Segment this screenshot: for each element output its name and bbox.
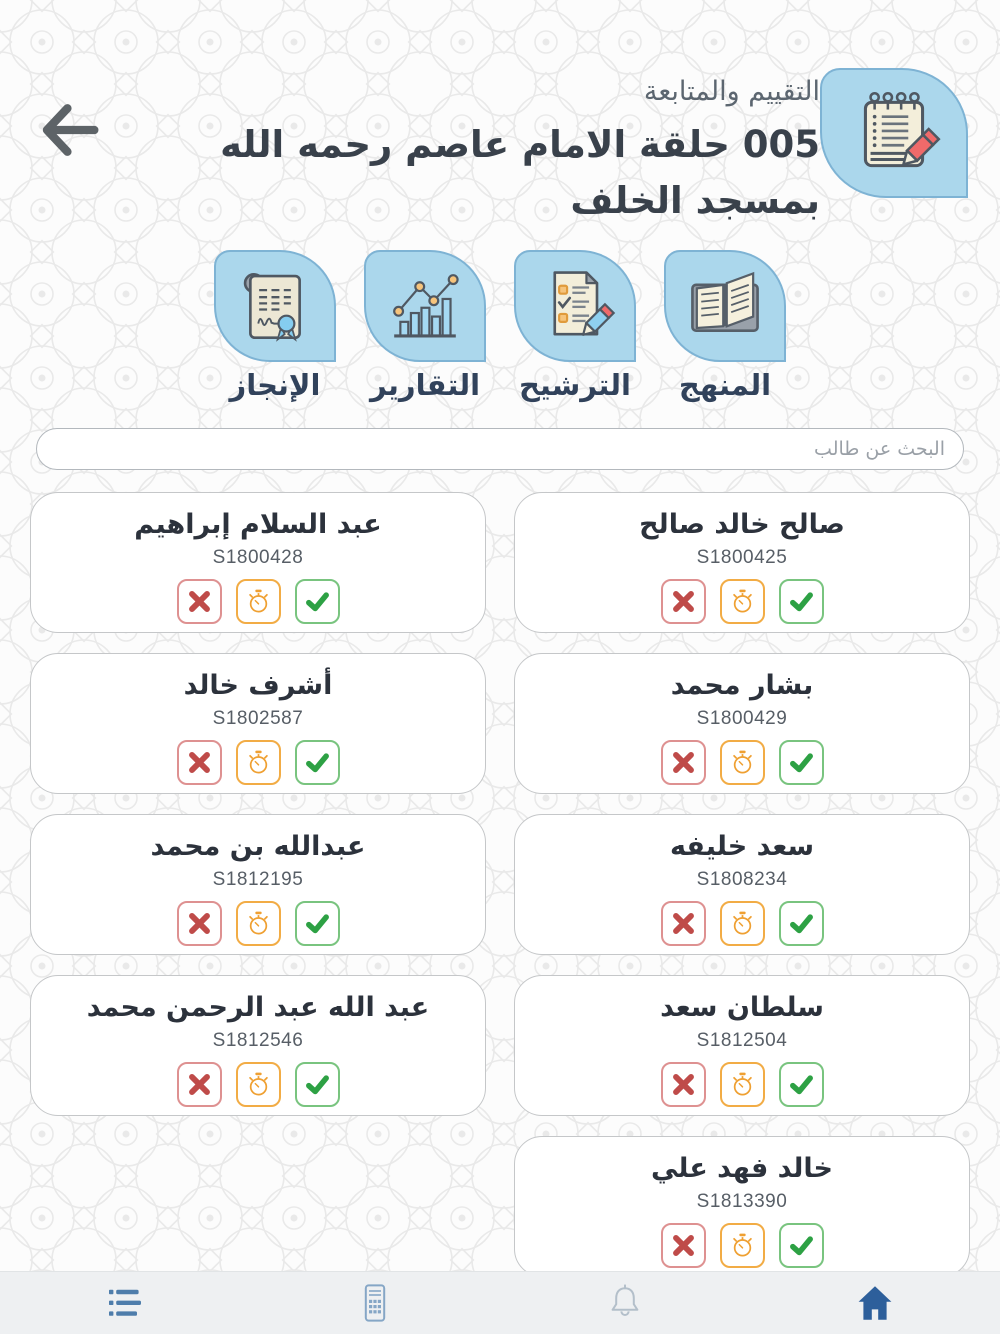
stopwatch-icon (244, 587, 273, 616)
mark-present-button[interactable] (779, 740, 824, 785)
nav-notifications-button[interactable] (500, 1272, 750, 1334)
attendance-actions (515, 1062, 969, 1107)
check-icon (787, 1070, 816, 1099)
attendance-actions (515, 579, 969, 624)
mark-present-button[interactable] (295, 740, 340, 785)
screen-label: التقييم والمتابعة (643, 76, 820, 107)
mark-late-button[interactable] (236, 901, 281, 946)
student-name: صالح خالد صالح (639, 509, 845, 540)
student-card-grid (30, 492, 970, 1277)
mark-absent-button[interactable] (661, 740, 706, 785)
student-card (514, 1136, 970, 1277)
circle-title-line2: بمسجد الخلف (570, 178, 820, 222)
category-nomination[interactable] (511, 250, 639, 402)
back-arrow-icon (30, 98, 110, 162)
attendance-actions (31, 901, 485, 946)
category-label: التقارير (369, 368, 481, 402)
student-name: بشار محمد (670, 670, 814, 701)
attendance-actions (31, 579, 485, 624)
category-label: المنهج (678, 368, 772, 402)
attendance-actions (31, 1062, 485, 1107)
mark-late-button[interactable] (720, 579, 765, 624)
certificate-icon (214, 250, 336, 362)
x-cross-icon (669, 587, 698, 616)
category-label: الإنجاز (229, 368, 321, 402)
student-name: سلطان سعد (660, 992, 824, 1023)
mark-absent-button[interactable] (661, 1062, 706, 1107)
mark-late-button[interactable] (236, 740, 281, 785)
student-name: عبد السلام إبراهيم (134, 509, 382, 540)
x-cross-icon (185, 909, 214, 938)
x-cross-icon (185, 748, 214, 777)
category-reports[interactable] (361, 250, 489, 402)
mark-absent-button[interactable] (177, 740, 222, 785)
x-cross-icon (185, 587, 214, 616)
mark-late-button[interactable] (236, 1062, 281, 1107)
student-id: S1800429 (696, 708, 788, 729)
bottom-navigation (0, 1271, 1000, 1334)
open-book-icon (664, 250, 786, 362)
student-card (30, 492, 486, 633)
check-icon (787, 1231, 816, 1260)
student-id: S1808234 (696, 869, 788, 890)
student-id: S1813390 (696, 1191, 788, 1212)
stopwatch-icon (728, 1231, 757, 1260)
check-icon (303, 909, 332, 938)
home-icon (854, 1283, 896, 1323)
nav-reports-button[interactable] (250, 1272, 500, 1334)
attendance-actions (31, 740, 485, 785)
student-id: S1802587 (212, 708, 304, 729)
mark-absent-button[interactable] (661, 901, 706, 946)
student-id: S1812504 (696, 1030, 788, 1051)
stopwatch-icon (728, 748, 757, 777)
list-icon (104, 1283, 146, 1323)
mark-absent-button[interactable] (177, 1062, 222, 1107)
notepad-pencil-icon (820, 68, 968, 198)
search-input[interactable] (36, 428, 964, 470)
nav-home-button[interactable] (750, 1272, 1000, 1334)
check-icon (787, 587, 816, 616)
mark-late-button[interactable] (720, 1062, 765, 1107)
mark-present-button[interactable] (295, 901, 340, 946)
check-icon (787, 748, 816, 777)
student-name: خالد فهد علي (650, 1153, 833, 1184)
student-card (30, 653, 486, 794)
mark-absent-button[interactable] (177, 579, 222, 624)
student-id: S1800425 (696, 547, 788, 568)
x-cross-icon (669, 1070, 698, 1099)
student-card (30, 975, 486, 1116)
nav-list-button[interactable] (0, 1272, 250, 1334)
mark-late-button[interactable] (720, 1223, 765, 1268)
search-bar (36, 428, 964, 470)
student-id: S1812546 (212, 1030, 304, 1051)
check-icon (303, 1070, 332, 1099)
back-button[interactable] (30, 98, 110, 162)
x-cross-icon (669, 748, 698, 777)
x-cross-icon (669, 1231, 698, 1260)
mark-absent-button[interactable] (177, 901, 222, 946)
mark-absent-button[interactable] (661, 1223, 706, 1268)
student-name: عبد الله عبد الرحمن محمد (86, 992, 430, 1023)
x-cross-icon (669, 909, 698, 938)
mark-present-button[interactable] (295, 1062, 340, 1107)
stopwatch-icon (728, 1070, 757, 1099)
stopwatch-icon (728, 587, 757, 616)
bell-icon (604, 1283, 646, 1323)
x-cross-icon (185, 1070, 214, 1099)
report-document-icon (354, 1283, 396, 1323)
category-label: الترشيح (519, 368, 631, 402)
student-card (30, 814, 486, 955)
mark-present-button[interactable] (779, 1223, 824, 1268)
mark-present-button[interactable] (779, 1062, 824, 1107)
mark-late-button[interactable] (720, 901, 765, 946)
student-card (514, 653, 970, 794)
student-name: سعد خليفه (669, 831, 815, 862)
student-id: S1812195 (212, 869, 304, 890)
header-text (32, 68, 820, 228)
check-icon (303, 587, 332, 616)
mark-present-button[interactable] (779, 579, 824, 624)
mark-present-button[interactable] (295, 579, 340, 624)
mark-late-button[interactable] (720, 740, 765, 785)
student-card (514, 492, 970, 633)
student-id: S1800428 (212, 547, 304, 568)
check-icon (787, 909, 816, 938)
stopwatch-icon (244, 909, 273, 938)
student-name: عبدالله بن محمد (150, 831, 366, 862)
circle-title-line1: 005 حلقة الامام عاصم رحمه الله (220, 123, 820, 166)
mark-present-button[interactable] (779, 901, 824, 946)
bar-line-chart-icon (364, 250, 486, 362)
header (0, 0, 1000, 228)
mark-absent-button[interactable] (661, 579, 706, 624)
category-achievement[interactable] (211, 250, 339, 402)
attendance-actions (515, 901, 969, 946)
check-icon (303, 748, 332, 777)
stopwatch-icon (728, 909, 757, 938)
attendance-actions (515, 1223, 969, 1268)
stopwatch-icon (244, 748, 273, 777)
category-curriculum[interactable] (661, 250, 789, 402)
category-menu (0, 250, 1000, 402)
checklist-pencil-icon (514, 250, 636, 362)
student-card (514, 975, 970, 1116)
stopwatch-icon (244, 1070, 273, 1099)
student-card (514, 814, 970, 955)
student-name: أشرف خالد (183, 670, 333, 701)
attendance-actions (515, 740, 969, 785)
page-title (50, 117, 820, 228)
mark-late-button[interactable] (236, 579, 281, 624)
